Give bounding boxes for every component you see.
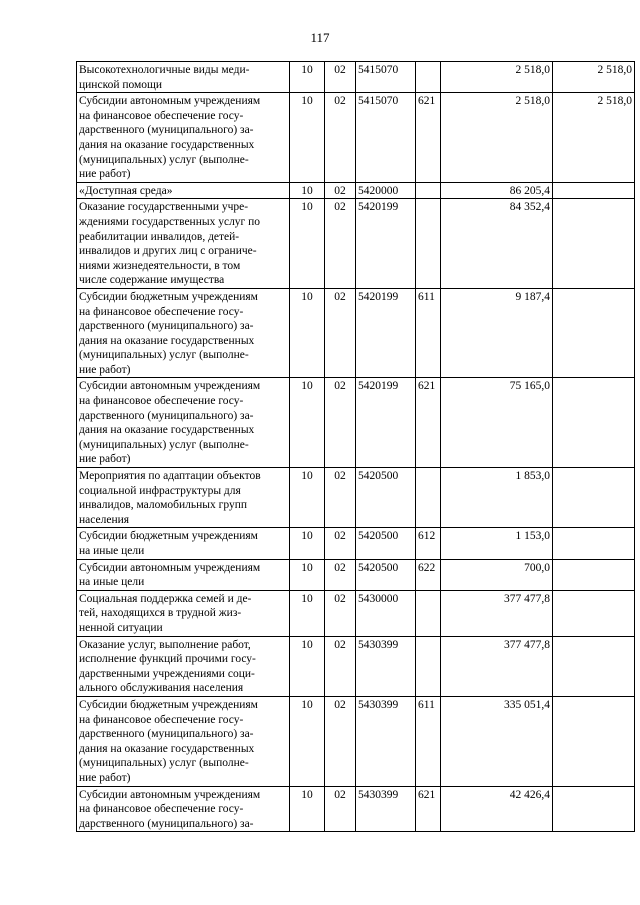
section-code-cell: 10: [290, 528, 325, 559]
target-article-cell: 5420199: [356, 199, 416, 289]
table-row: [77, 199, 635, 289]
target-article-cell: 5430399: [356, 786, 416, 832]
amount-extra-cell: [553, 786, 635, 832]
row-name-cell: Мероприятия по адаптации объектов социальной инфраструктуры для инвалидов, маломобильных групп населения: [77, 468, 290, 528]
expense-type-cell: 611: [416, 696, 441, 786]
amount-extra-cell: [553, 288, 635, 378]
table-row: [77, 378, 635, 468]
table-row: [77, 93, 635, 183]
table-row: [77, 559, 635, 590]
amount-extra-cell: [553, 182, 635, 199]
amount-cell: 1 153,0: [441, 528, 553, 559]
amount-cell: 700,0: [441, 559, 553, 590]
amount-extra-cell: 2 518,0: [553, 62, 635, 93]
row-name-cell: Оказание государственными учре- ждениями государственных услуг по реабилитации инвалидов, детей- инвалидов и других лиц с ограниче- ниями жизнедеятельности, в том числе содержание имущества: [77, 199, 290, 289]
section-code-cell: 10: [290, 590, 325, 636]
row-name-cell: Субсидии автономным учреждениям на финансовое обеспечение госу- дарственного (муниципального) за- дания на оказание государственных (муниципальных) услуг (выполне- ние работ): [77, 378, 290, 468]
target-article-cell: 5430399: [356, 696, 416, 786]
subsection-code-cell: 02: [325, 696, 356, 786]
amount-cell: 86 205,4: [441, 182, 553, 199]
subsection-code-cell: 02: [325, 199, 356, 289]
amount-extra-cell: [553, 468, 635, 528]
table-row: [77, 468, 635, 528]
expense-type-cell: 612: [416, 528, 441, 559]
amount-cell: 377 477,8: [441, 590, 553, 636]
amount-cell: 335 051,4: [441, 696, 553, 786]
amount-extra-cell: [553, 528, 635, 559]
amount-cell: 84 352,4: [441, 199, 553, 289]
page-number: 117: [310, 30, 330, 45]
table-row: [77, 62, 635, 93]
section-code-cell: 10: [290, 62, 325, 93]
section-code-cell: 10: [290, 182, 325, 199]
row-name-cell: Субсидии автономным учреждениям на иные цели: [77, 559, 290, 590]
target-article-cell: 5420199: [356, 378, 416, 468]
target-article-cell: 5420500: [356, 559, 416, 590]
subsection-code-cell: 02: [325, 468, 356, 528]
subsection-code-cell: 02: [325, 93, 356, 183]
budget-table-body: [77, 62, 635, 832]
subsection-code-cell: 02: [325, 786, 356, 832]
table-row: [77, 696, 635, 786]
table-row: [77, 636, 635, 696]
target-article-cell: 5420199: [356, 288, 416, 378]
expense-type-cell: 611: [416, 288, 441, 378]
expense-type-cell: [416, 468, 441, 528]
amount-cell: 9 187,4: [441, 288, 553, 378]
section-code-cell: 10: [290, 378, 325, 468]
amount-extra-cell: [553, 559, 635, 590]
amount-cell: 377 477,8: [441, 636, 553, 696]
target-article-cell: 5420000: [356, 182, 416, 199]
expense-type-cell: 621: [416, 786, 441, 832]
subsection-code-cell: 02: [325, 559, 356, 590]
amount-extra-cell: [553, 378, 635, 468]
amount-cell: 2 518,0: [441, 62, 553, 93]
subsection-code-cell: 02: [325, 378, 356, 468]
table-row: [77, 590, 635, 636]
amount-cell: 42 426,4: [441, 786, 553, 832]
amount-extra-cell: [553, 199, 635, 289]
amount-extra-cell: 2 518,0: [553, 93, 635, 183]
row-name-cell: Субсидии бюджетным учреждениям на финансовое обеспечение госу- дарственного (муниципального) за- дания на оказание государственных (муниципальных) услуг (выполне- ние работ): [77, 288, 290, 378]
section-code-cell: 10: [290, 636, 325, 696]
target-article-cell: 5415070: [356, 93, 416, 183]
table-row: [77, 182, 635, 199]
expense-type-cell: 621: [416, 378, 441, 468]
expense-type-cell: [416, 182, 441, 199]
amount-extra-cell: [553, 636, 635, 696]
section-code-cell: 10: [290, 696, 325, 786]
row-name-cell: Субсидии бюджетным учреждениям на иные цели: [77, 528, 290, 559]
subsection-code-cell: 02: [325, 528, 356, 559]
row-name-cell: «Доступная среда»: [77, 182, 290, 199]
amount-cell: 1 853,0: [441, 468, 553, 528]
expense-type-cell: [416, 590, 441, 636]
section-code-cell: 10: [290, 288, 325, 378]
target-article-cell: 5430000: [356, 590, 416, 636]
subsection-code-cell: 02: [325, 636, 356, 696]
amount-extra-cell: [553, 590, 635, 636]
section-code-cell: 10: [290, 468, 325, 528]
expense-type-cell: [416, 636, 441, 696]
amount-cell: 2 518,0: [441, 93, 553, 183]
section-code-cell: 10: [290, 199, 325, 289]
section-code-cell: 10: [290, 559, 325, 590]
subsection-code-cell: 02: [325, 288, 356, 378]
budget-table: [76, 61, 635, 832]
expense-type-cell: 622: [416, 559, 441, 590]
table-row: [77, 528, 635, 559]
row-name-cell: Субсидии автономным учреждениям на финансовое обеспечение госу- дарственного (муниципального) за- дания на оказание государственных (муниципальных) услуг (выполне- ние работ): [77, 93, 290, 183]
row-name-cell: Высокотехнологичные виды меди- цинской помощи: [77, 62, 290, 93]
subsection-code-cell: 02: [325, 62, 356, 93]
table-row: [77, 786, 635, 832]
expense-type-cell: 621: [416, 93, 441, 183]
expense-type-cell: [416, 199, 441, 289]
subsection-code-cell: 02: [325, 182, 356, 199]
table-row: [77, 288, 635, 378]
target-article-cell: 5430399: [356, 636, 416, 696]
amount-cell: 75 165,0: [441, 378, 553, 468]
row-name-cell: Субсидии автономным учреждениям на финансовое обеспечение госу- дарственного (муниципального) за-: [77, 786, 290, 832]
amount-extra-cell: [553, 696, 635, 786]
subsection-code-cell: 02: [325, 590, 356, 636]
row-name-cell: Социальная поддержка семей и де- тей, находящихся в трудной жиз- ненной ситуации: [77, 590, 290, 636]
target-article-cell: 5415070: [356, 62, 416, 93]
row-name-cell: Субсидии бюджетным учреждениям на финансовое обеспечение госу- дарственного (муниципального) за- дания на оказание государственных (муниципальных) услуг (выполне- ние работ): [77, 696, 290, 786]
section-code-cell: 10: [290, 93, 325, 183]
target-article-cell: 5420500: [356, 468, 416, 528]
target-article-cell: 5420500: [356, 528, 416, 559]
section-code-cell: 10: [290, 786, 325, 832]
row-name-cell: Оказание услуг, выполнение работ, исполнение функций прочими госу- дарственными учреждениями соци- ального обслуживания населения: [77, 636, 290, 696]
expense-type-cell: [416, 62, 441, 93]
